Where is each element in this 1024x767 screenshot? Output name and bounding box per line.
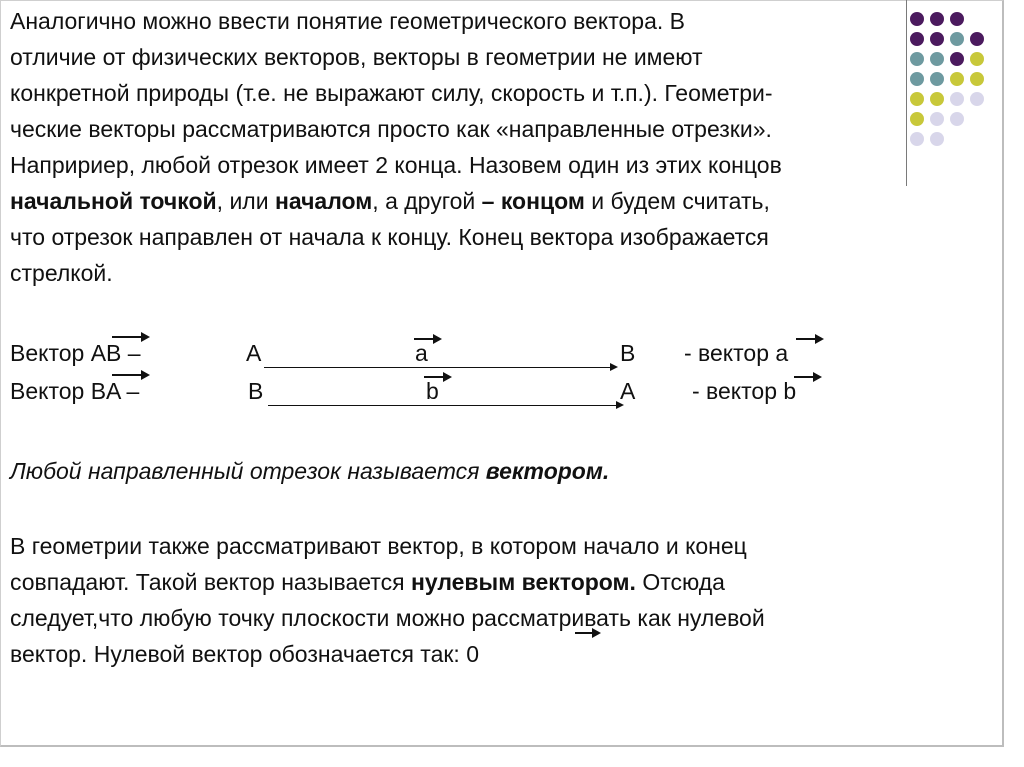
decor-dot xyxy=(950,52,964,66)
vector-ba-label: Вектор BA – xyxy=(10,378,140,404)
decor-dot xyxy=(930,72,944,86)
decor-dot xyxy=(950,32,964,46)
intro-line-5: Напририер, любой отрезок имеет 2 конца. Назовем один из этих концов xyxy=(10,152,782,178)
decor-dot xyxy=(910,52,924,66)
zero-symbol: 0 xyxy=(466,641,480,667)
vector-ab-mid: a xyxy=(415,340,428,366)
vector-ab-segment xyxy=(264,367,616,368)
decor-dots xyxy=(910,12,990,162)
decor-dot xyxy=(910,72,924,86)
vector-ab-end: B xyxy=(620,340,636,366)
vector-ab-start: A xyxy=(246,340,262,366)
zero-line-4-text: вектор. Нулевой вектор обозначается так: xyxy=(10,641,467,667)
intro-line-1: Аналогично можно ввести понятие геометрического вектора. В xyxy=(10,8,686,34)
decor-dot xyxy=(950,72,964,86)
vector-ba-caption-arrow xyxy=(794,376,820,378)
decor-dot xyxy=(950,12,964,26)
decor-dot xyxy=(970,32,984,46)
decor-dot xyxy=(910,12,924,26)
intro-line-7: что отрезок направлен от начала к концу. Конец вектора изображается xyxy=(10,224,769,250)
decor-dot xyxy=(930,12,944,26)
intro-line-2: отличие от физических векторов, векторы в геометрии не имеют xyxy=(10,44,703,70)
vector-ba-caption: - вектор b xyxy=(692,378,797,404)
decor-dot xyxy=(930,112,944,126)
zero-symbol-arrow xyxy=(575,632,599,634)
decor-dot xyxy=(910,92,924,106)
intro-line-6 xyxy=(10,183,782,219)
vector-ab-caption: - вектор a xyxy=(684,340,789,366)
paragraph-zero-vector xyxy=(10,528,765,672)
decor-dot xyxy=(910,32,924,46)
decor-dot xyxy=(970,52,984,66)
vector-ba-start: B xyxy=(248,378,264,404)
vector-ba-mid-arrow xyxy=(424,376,450,378)
decor-dot xyxy=(970,92,984,106)
paragraph-intro xyxy=(10,3,782,291)
intro-line-3: конкретной природы (т.е. не выражают силу, скорость и т.п.). Геометри- xyxy=(10,80,773,106)
term-end: – концом xyxy=(481,188,585,214)
vector-ab-caption-arrow xyxy=(796,338,822,340)
decor-dot xyxy=(930,92,944,106)
vector-ba-label-arrow xyxy=(112,374,148,376)
decor-dot xyxy=(930,32,944,46)
vector-ba-segment xyxy=(268,405,622,406)
definition-text: Любой направленный отрезок называется xyxy=(10,458,486,484)
term-start-point: начальной точкой xyxy=(10,188,217,214)
vector-definition xyxy=(10,453,609,489)
vector-ab-label-arrow xyxy=(112,336,148,338)
term-start: началом xyxy=(274,188,373,214)
vector-ab-label: Вектор AB – xyxy=(10,340,141,366)
vector-ba-end: A xyxy=(620,378,636,404)
vector-ba-mid: b xyxy=(426,378,439,404)
zero-line-2-tail: Отсюда xyxy=(635,569,725,595)
zero-line-3: следует,что любую точку плоскости можно рассматривать как нулевой xyxy=(10,605,765,631)
decor-dot xyxy=(910,112,924,126)
intro-line-4: ческие векторы рассматриваются просто как «направленные отрезки». xyxy=(10,116,772,142)
vector-ab-mid-arrow xyxy=(414,338,440,340)
zero-line-2 xyxy=(10,564,765,600)
intro-line-6-text-1: , или xyxy=(216,188,275,214)
term-zero-vector: нулевым вектором. xyxy=(410,569,636,595)
decor-line xyxy=(906,0,907,186)
decor-dot xyxy=(950,112,964,126)
definition-term: вектором. xyxy=(485,458,610,484)
intro-line-8: стрелкой. xyxy=(10,260,113,286)
decor-dot xyxy=(970,72,984,86)
decor-dot xyxy=(930,132,944,146)
intro-line-6-text-2: , а другой xyxy=(372,188,482,214)
decor-dot xyxy=(910,132,924,146)
zero-line-1: В геометрии также рассматривают вектор, в котором начало и конец xyxy=(10,533,747,559)
zero-line-2-text: совпадают. Такой вектор называется xyxy=(10,569,411,595)
decor-dot xyxy=(950,92,964,106)
vector-ba-row xyxy=(10,378,910,414)
decor-dot xyxy=(930,52,944,66)
zero-line-4 xyxy=(10,636,765,672)
intro-line-6-text-3: и будем считать, xyxy=(584,188,770,214)
